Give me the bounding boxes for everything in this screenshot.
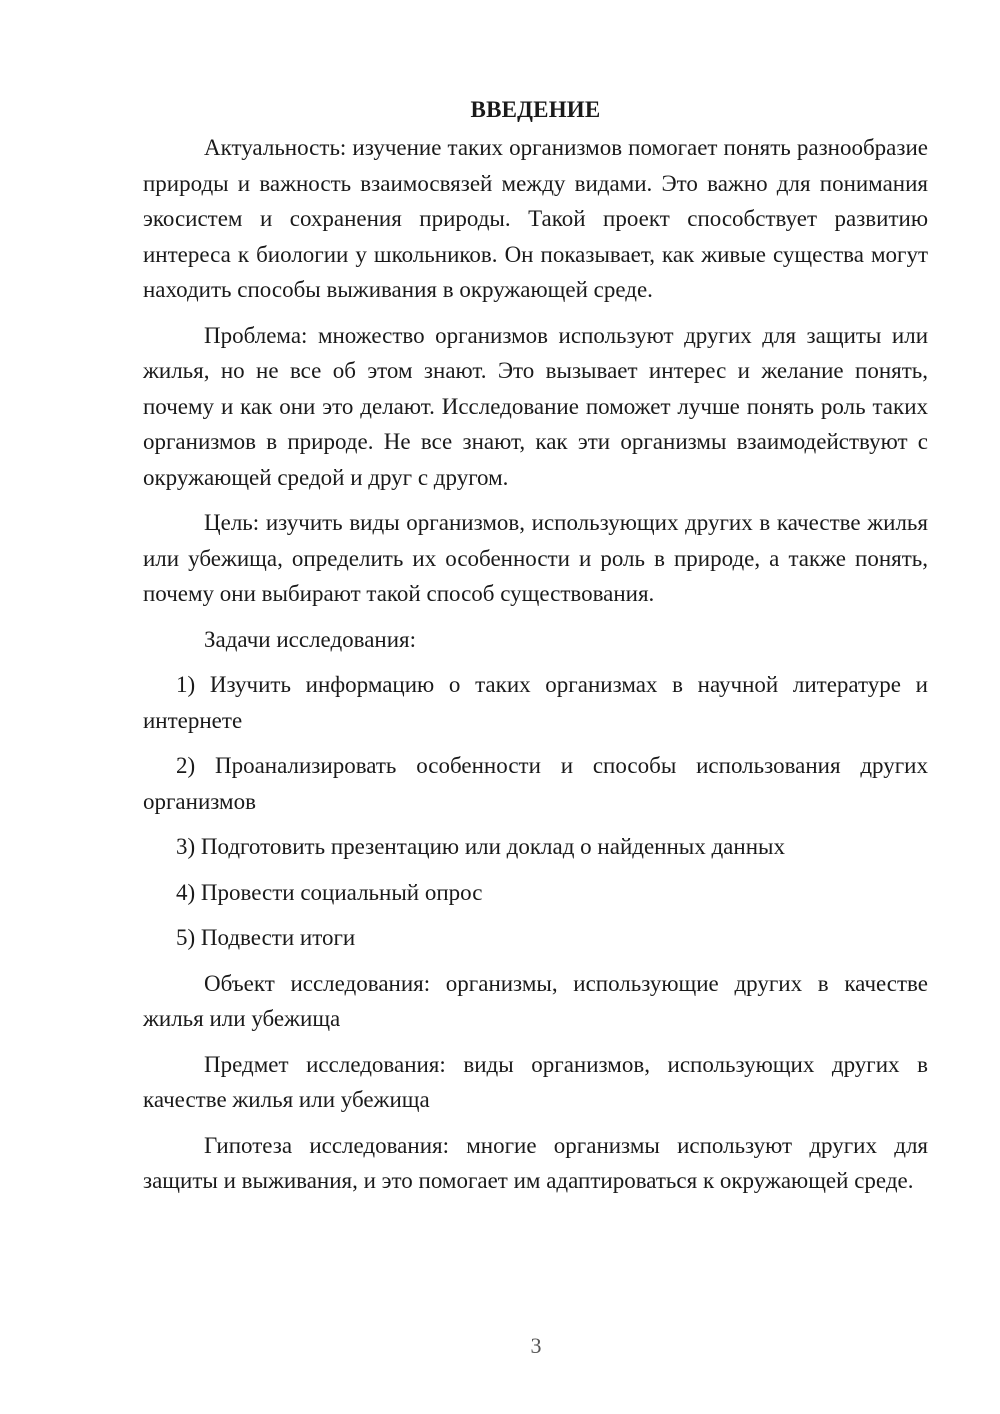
paragraph-hypothesis: Гипотеза исследования: многие организмы используют других для защиты и выживания, и это помогает им адаптироваться к окружающей среде. bbox=[143, 1132, 928, 1193]
paragraph-object: Объект исследования: организмы, использующие других в качестве жилья или убежища bbox=[143, 970, 928, 1031]
task-item: 1) Изучить информацию о таких организмах в научной литературе и интернете bbox=[143, 672, 928, 733]
paragraph-problem: Проблема: множество организмов используют других для защиты или жилья, но не все об этом знают. Это вызывает интерес и желание понять, почему и как они это делают. Исследование поможет лучше понять роль таких организмов в природе. Не все знают, как эти организмы взаимодействуют с окружающей средой и друг с другом. bbox=[143, 322, 928, 490]
page-number: 3 bbox=[530, 1333, 542, 1358]
page-title: ВВЕДЕНИЕ bbox=[470, 97, 601, 122]
task-item: 5) Подвести итоги bbox=[176, 925, 356, 950]
task-item: 4) Провести социальный опрос bbox=[176, 879, 483, 905]
task-item: 3) Подготовить презентацию или доклад о найденных данных bbox=[176, 834, 785, 859]
paragraph-relevance: Актуальность: изучение таких организмов помогает понять разнообразие природы и важность взаимосвязей между видами. Это важно для понимания экосистем и сохранения природы. Такой проект способствует развитию интереса к биологии у школьников. Он показывает, как живые существа могут находить способы выживания в окружающей среде. bbox=[143, 135, 928, 302]
paragraph-subject: Предмет исследования: виды организмов, использующих других в качестве жилья или убежища bbox=[143, 1051, 928, 1112]
tasks-heading: Задачи исследования: bbox=[204, 626, 417, 652]
paragraph-goal: Цель: изучить виды организмов, использующих других в качестве жилья или убежища, определить их особенности и роль в природе, а также понять, почему они выбирают такой способ существования. bbox=[143, 510, 928, 606]
task-item: 2) Проанализировать особенности и способы использования других организмов bbox=[143, 753, 928, 814]
document-page bbox=[143, 92, 928, 1209]
